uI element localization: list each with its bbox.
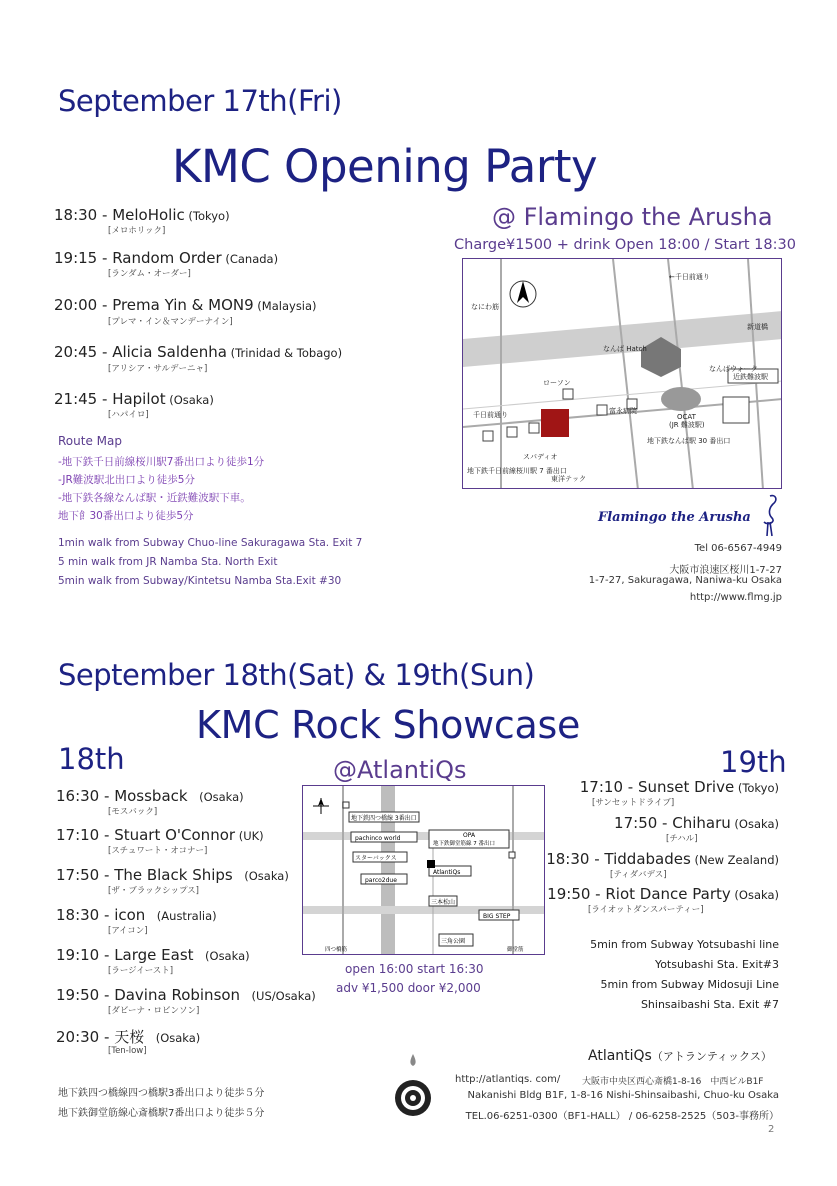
- schedule-origin: (Malaysia): [253, 299, 317, 313]
- route-en-line: 5 min walk from JR Namba Sta. North Exit: [58, 556, 278, 568]
- schedule19-item: [614, 814, 779, 832]
- footer-access-jp: 地下鉄四つ橋線四つ橋駅3番出口より徒歩５分: [58, 1088, 265, 1099]
- schedule-origin: (Osaka): [144, 1031, 201, 1045]
- schedule-kana: [ハパイロ]: [108, 410, 149, 420]
- route-jp-line: -JR難波駅北出口より徒歩5分: [58, 474, 195, 486]
- schedule-band: Alicia Saldenha: [112, 343, 227, 361]
- map-label: 千日前通り: [473, 411, 508, 419]
- event1-title: KMC Opening Party: [172, 140, 598, 193]
- event2-price: adv ¥1,500 door ¥2,000: [336, 981, 481, 995]
- schedule-time: 19:50 -: [56, 986, 115, 1004]
- schedule-origin: (Trinidad & Tobago): [227, 346, 343, 360]
- schedule-time: 17:10 -: [579, 778, 638, 796]
- schedule-kana: [ダビーナ・ロビンソン]: [108, 1006, 200, 1016]
- day19-heading: 19th: [720, 745, 787, 779]
- schedule-kana: [ラージイースト]: [108, 966, 174, 976]
- schedule-band: Prema Yin & MON9: [112, 296, 254, 314]
- map-label: AtlantiQs: [433, 869, 461, 876]
- schedule-origin: (Osaka): [730, 817, 779, 831]
- map-label: 四つ橋筋: [325, 947, 348, 953]
- schedule-kana: [ランダム・オーダー]: [108, 269, 191, 279]
- schedule-origin: (US/Osaka): [240, 989, 316, 1003]
- map-label: ローソン: [543, 379, 571, 387]
- schedule-kana: [スチュワート・オコナー]: [108, 846, 208, 856]
- flamingo-logo: Flamingo the Arusha: [598, 510, 751, 525]
- map-label: 御堂筋: [507, 947, 524, 953]
- schedule-time: 18:30 -: [56, 906, 115, 924]
- atlantiqs-addr-en: Nakanishi Bldg B1F, 1-8-16 Nishi-Shinsaibashi, Chuo-ku Osaka: [467, 1090, 779, 1101]
- flamingo-addr-jp: 大阪市浪速区桜川1-7-27: [669, 565, 782, 576]
- access-line: Shinsaibashi Sta. Exit #7: [640, 998, 779, 1011]
- map-label: スパディオ: [523, 453, 558, 461]
- event1-charge: Charge¥1500 + drink Open 18:00 / Start 18:30: [454, 237, 796, 253]
- schedule1-item: [54, 206, 230, 224]
- schedule18-item: [56, 866, 289, 884]
- event2-title: KMC Rock Showcase: [196, 703, 581, 747]
- schedule18-item: [56, 826, 264, 844]
- map-label: 新道橋: [747, 323, 768, 331]
- atlantiqs-addr-jp: 大阪市中央区西心斎橋1-8-16 中西ビルB1F: [582, 1077, 764, 1087]
- schedule18-item: [56, 946, 250, 964]
- schedule-time: 20:30 -: [56, 1028, 115, 1046]
- map-label: ←千日前通り: [669, 273, 710, 281]
- schedule-band: Hapilot: [112, 390, 166, 408]
- map-label: なんば Hatch: [603, 345, 647, 353]
- flamingo-url[interactable]: http://www.flmg.jp: [689, 592, 782, 603]
- schedule-band: MeloHolic: [112, 206, 185, 224]
- schedule-origin: (UK): [235, 829, 264, 843]
- schedule-kana: [チハル]: [666, 834, 698, 844]
- map-label: 東洋テック: [551, 475, 586, 483]
- map-label: BIG STEP: [483, 913, 511, 920]
- map-label: OPA: [463, 832, 476, 839]
- schedule-origin: (Osaka): [730, 888, 779, 902]
- flamingo-map: [462, 258, 782, 489]
- schedule-time: 18:30 -: [54, 206, 113, 224]
- schedule-origin: (Osaka): [187, 790, 244, 804]
- schedule-kana: [モスバック]: [108, 807, 158, 817]
- schedule-time: 19:10 -: [56, 946, 115, 964]
- map-label: なんばウォーク: [709, 365, 758, 373]
- map-label: 地下鉄御堂筋線 7 番出口: [433, 841, 495, 847]
- map-label: 三角公園: [441, 938, 466, 945]
- schedule1-item: [54, 390, 214, 408]
- schedule-band: icon: [114, 906, 146, 924]
- day18-heading: 18th: [58, 742, 125, 776]
- schedule18-item: [56, 906, 217, 924]
- schedule1-item: [54, 249, 278, 267]
- map-label: OCAT: [677, 413, 696, 421]
- schedule-origin: (Canada): [221, 252, 279, 266]
- access-line: 5min from Subway Yotsubashi line: [590, 938, 779, 951]
- schedule-band: Stuart O'Connor: [114, 826, 236, 844]
- atlantiqs-map: [302, 785, 545, 955]
- schedule19-item: [547, 885, 779, 903]
- schedule-origin: (Osaka): [193, 949, 250, 963]
- event2-open: open 16:00 start 16:30: [345, 962, 484, 976]
- schedule-kana: [サンセットドライブ]: [592, 798, 675, 808]
- event1-date: September 17th(Fri): [58, 84, 342, 118]
- atlantiqs-logo-icon: [392, 1052, 434, 1122]
- schedule-time: 21:45 -: [54, 390, 113, 408]
- schedule18-item: [56, 986, 316, 1004]
- schedule-origin: (Australia): [145, 909, 217, 923]
- schedule-time: 19:50 -: [547, 885, 606, 903]
- schedule19-item: [580, 778, 779, 796]
- schedule18-item: [56, 1026, 200, 1047]
- schedule-band: Sunset Drive: [637, 778, 735, 796]
- schedule-band: Random Order: [112, 249, 222, 267]
- schedule1-item: [54, 296, 317, 314]
- schedule-band: Tiddabades: [604, 850, 691, 868]
- map-label: スターバックス: [355, 855, 397, 862]
- schedule-band: Large East: [114, 946, 194, 964]
- map-label: 富永病院: [609, 407, 637, 415]
- route-jp-line: -地下鉄千日前線桜川駅7番出口より徒歩1分: [58, 456, 265, 468]
- schedule-kana: [アイコン]: [108, 926, 148, 936]
- schedule-time: 19:15 -: [54, 249, 113, 267]
- flamingo-addr-en: 1-7-27, Sakuragawa, Naniwa-ku Osaka: [588, 575, 782, 586]
- schedule-kana: [ザ・ブラックシップス]: [108, 886, 199, 896]
- page-number: 2: [768, 1124, 775, 1135]
- schedule18-item: [56, 787, 244, 805]
- map-label: 地下鉄四つ橋線 3番出口: [351, 815, 417, 822]
- map-label: parco2due: [365, 877, 397, 884]
- atlantiqs-url[interactable]: http://atlantiqs. com/: [455, 1074, 561, 1085]
- schedule-origin: (New Zealand): [690, 853, 779, 867]
- event1-venue: @ Flamingo the Arusha: [492, 203, 773, 231]
- flamingo-icon: [756, 492, 782, 538]
- schedule-kana: [プレマ・イン＆マンデーナイン]: [108, 317, 233, 327]
- schedule-time: 20:45 -: [54, 343, 113, 361]
- map-label: なにわ筋: [471, 303, 499, 311]
- route-en-line: 1min walk from Subway Chuo-line Sakuragawa Sta. Exit 7: [58, 537, 363, 549]
- schedule-band: The Black Ships: [114, 866, 233, 884]
- schedule1-item: [54, 343, 342, 361]
- flamingo-map-graphic: [463, 259, 782, 489]
- access-line: Yotsubashi Sta. Exit#3: [654, 958, 779, 971]
- schedule-time: 20:00 -: [54, 296, 113, 314]
- access-line: 5min from Subway Midosuji Line: [600, 978, 779, 991]
- map-label: pachinco world: [355, 835, 401, 842]
- schedule-band: 天桜: [114, 1028, 145, 1046]
- atlantiqs-kana: （アトランティックス）: [651, 1050, 772, 1063]
- schedule-origin: (Tokyo): [734, 781, 779, 795]
- route-en-line: 5min walk from Subway/Kintetsu Namba Sta.Exit #30: [58, 575, 342, 587]
- flamingo-tel: Tel 06-6567-4949: [694, 543, 782, 554]
- schedule-origin: (Tokyo): [184, 209, 230, 223]
- schedule-kana: [Ten-low]: [108, 1046, 147, 1056]
- atlantiqs-name: [588, 1048, 772, 1064]
- atlantiqs-name-text: AtlantiQs: [588, 1048, 652, 1064]
- schedule-band: Mossback: [114, 787, 188, 805]
- schedule-band: Chiharu: [672, 814, 731, 832]
- footer-access-jp: 地下鉄御堂筋線心斎橋駅7番出口より徒歩５分: [58, 1108, 265, 1119]
- schedule-kana: [ライオットダンスパーティー]: [588, 905, 704, 915]
- map-label: 地下鉄なんば駅 30 番出口: [647, 437, 731, 445]
- schedule-time: 17:50 -: [56, 866, 115, 884]
- schedule-time: 17:50 -: [614, 814, 673, 832]
- route-jp-line: -地下鉄各線なんば駅・近鉄難波駅下車。: [58, 492, 251, 504]
- event2-date: September 18th(Sat) & 19th(Sun): [58, 658, 535, 692]
- schedule-time: 17:10 -: [56, 826, 115, 844]
- schedule-time: 18:30 -: [546, 850, 605, 868]
- schedule-kana: [メロホリック]: [108, 226, 166, 236]
- map-label: 三本松山: [431, 899, 456, 906]
- map-label: 地下鉄千日前線桜川駅 7 番出口: [467, 467, 567, 475]
- route-title: Route Map: [58, 434, 122, 448]
- event2-venue: @AtlantiQs: [333, 756, 467, 784]
- atlantiqs-tel: TEL.06-6251-0300（BF1-HALL） / 06-6258-2525（503-事務所）: [465, 1111, 779, 1122]
- route-jp-line: 地下飠30番出口より徒歩5分: [58, 510, 194, 522]
- schedule-time: 16:30 -: [56, 787, 115, 805]
- schedule-origin: (Osaka): [165, 393, 214, 407]
- schedule-kana: [アリシア・サルデーニャ]: [108, 364, 208, 374]
- schedule-band: Riot Dance Party: [605, 885, 731, 903]
- map-label: 近鉄難波駅: [733, 373, 768, 381]
- schedule-band: Davina Robinson: [114, 986, 241, 1004]
- schedule-origin: (Osaka): [232, 869, 289, 883]
- schedule19-item: [546, 850, 779, 868]
- atlantiqs-map-graphic: [303, 786, 545, 955]
- schedule-kana: [ティダバデス]: [610, 870, 667, 880]
- map-label: (JR 難波駅): [669, 421, 705, 429]
